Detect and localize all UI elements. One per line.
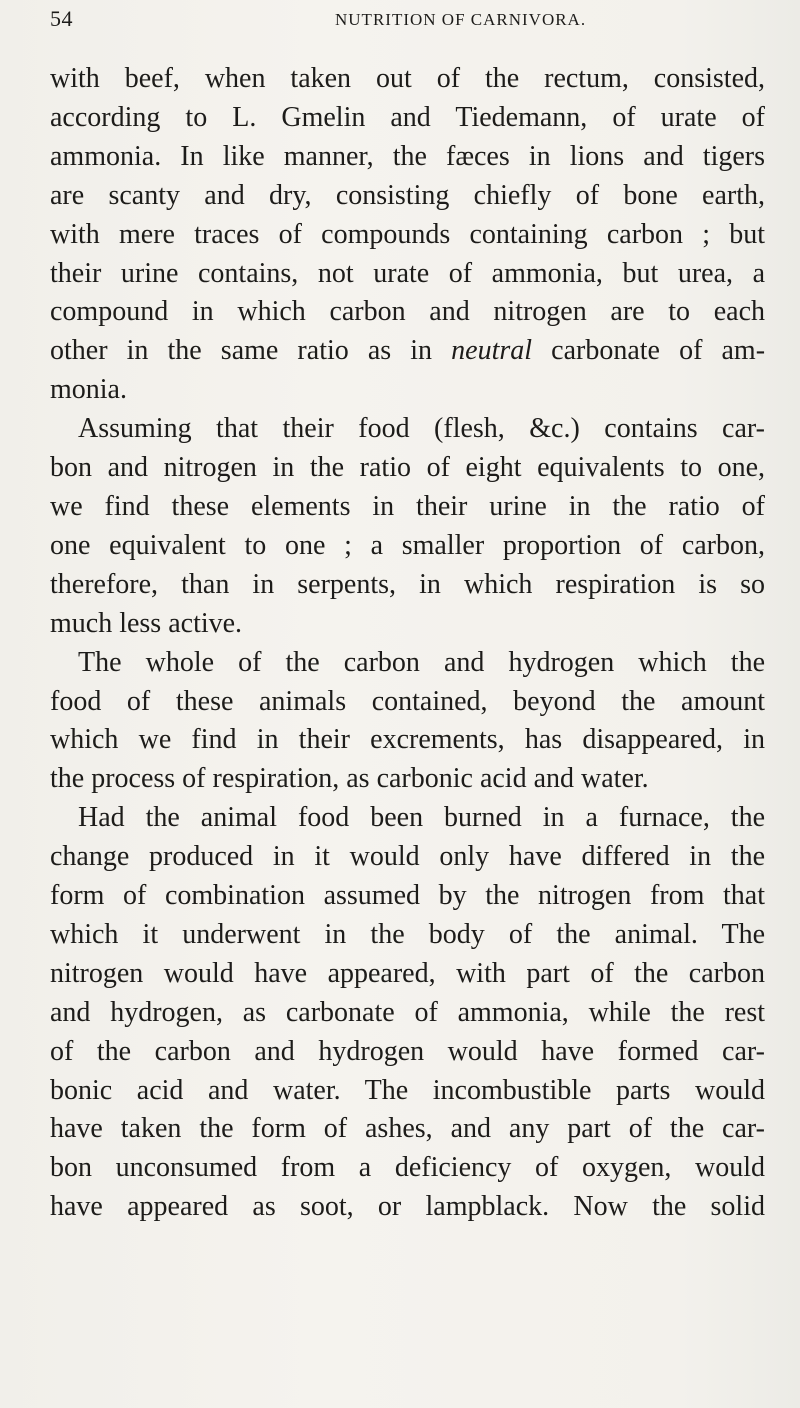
paragraph-first-line: Had the animal food been burned in a furnace, the — [78, 802, 765, 834]
text-line: the process of respiration, as carbonic acid and water. — [50, 763, 649, 795]
text-line: bonic acid and water. The incombustible parts would — [50, 1074, 765, 1106]
text-line: which it underwent in the body of the animal. The — [50, 918, 765, 950]
text-line: much less active. — [50, 607, 243, 639]
text-line: ammonia. In like manner, the fæces in lions and tigers — [50, 140, 765, 172]
text-line: change produced in it would only have differed in the — [50, 841, 765, 873]
text-line: of the carbon and hydrogen would have formed car- — [50, 1035, 765, 1067]
paragraph-first-line: Assuming that their food (flesh, &c.) contains car- — [78, 413, 765, 445]
text-line: which we find in their excrements, has disappeared, in — [50, 724, 765, 756]
text-line: bon and nitrogen in the ratio of eight equivalents to one, — [50, 452, 765, 484]
text-line: nitrogen would have appeared, with part of the carbon — [50, 957, 765, 989]
text-line: with mere traces of compounds containing carbon ; but — [50, 218, 765, 250]
text-line: are scanty and dry, consisting chiefly of bone earth, — [50, 179, 765, 211]
text-segment: other in the same ratio as in — [50, 335, 433, 367]
text-segment: carbonate of am- — [551, 335, 766, 367]
text-line: we find these elements in their urine in the ratio of — [50, 490, 765, 522]
text-line: bon unconsumed from a deficiency of oxygen, would — [50, 1152, 765, 1184]
text-line: their urine contains, not urate of ammonia, but urea, a — [50, 257, 765, 289]
emphasized-word: neutral — [451, 335, 533, 367]
page-header — [50, 6, 762, 36]
page-number: 54 — [50, 6, 73, 31]
text-line: have appeared as soot, or lampblack. Now the solid — [50, 1191, 765, 1223]
text-line: with beef, when taken out of the rectum, consisted, — [50, 63, 765, 94]
text-line: food of these animals contained, beyond the amount — [50, 685, 765, 717]
text-line-with-emphasis — [50, 332, 765, 371]
text-line: monia. — [50, 374, 127, 406]
running-title: NUTRITION OF CARNIVORA. — [335, 10, 587, 29]
text-line: compound in which carbon and nitrogen are to each — [50, 296, 765, 328]
text-line: according to L. Gmelin and Tiedemann, of urate of — [50, 101, 765, 133]
text-line: have taken the form of ashes, and any part of the car- — [50, 1113, 765, 1145]
paragraph-first-line: The whole of the carbon and hydrogen which the — [78, 646, 765, 678]
body-text — [50, 60, 765, 1227]
text-line: and hydrogen, as carbonate of ammonia, while the rest — [50, 996, 765, 1028]
text-line: one equivalent to one ; a smaller proportion of carbon, — [50, 529, 765, 561]
text-line: therefore, than in serpents, in which respiration is so — [50, 568, 765, 600]
text-line: form of combination assumed by the nitrogen from that — [50, 880, 765, 912]
